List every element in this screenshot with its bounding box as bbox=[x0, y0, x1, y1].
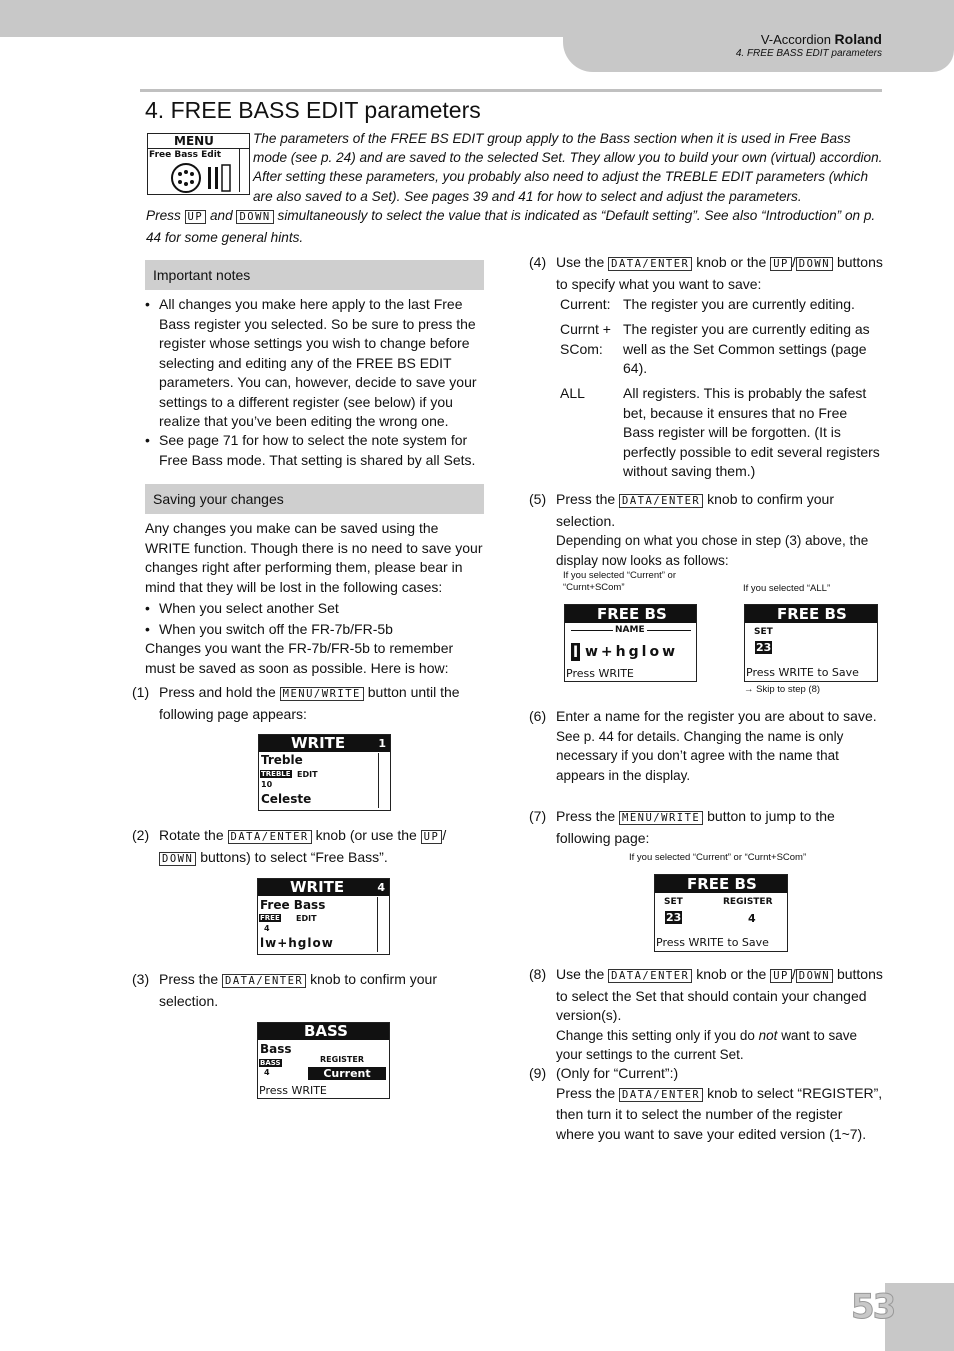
step-4: (4) Use the DATA/ENTER knob or the UP / DOWN buttons to specify what you want to save: bbox=[529, 254, 883, 292]
saving-bullet-1: • When you select another Set bbox=[145, 599, 487, 619]
name-lcd: FREE BS NAME l w+hglow Press WRITE bbox=[564, 604, 697, 682]
caption-current: If you selected “Current” or “Curnt+SCom” bbox=[563, 570, 676, 593]
down-key: DOWN bbox=[236, 210, 273, 224]
header-brand: V-Accordion Roland bbox=[760, 31, 882, 47]
saving-heading: Saving your changes bbox=[145, 484, 484, 514]
intro-paragraph: The parameters of the FREE BS EDIT group apply to the Bass section when it is used in Free Bass mode (see p. 24) and are saved to the selected Set. They allow you to build your own (virtual) accordion. After setting these parameters, you probably also need to adjust the TREBLE EDIT parameters (which are also saved to a Set). See pages 39 and 41 for how to select and adjust the parameters. bbox=[253, 131, 883, 204]
caption-current-2: If you selected “Current” or “Curnt+SCom” bbox=[629, 852, 807, 863]
step-3: (3) Press the DATA/ENTER knob to confirm your selection. bbox=[132, 971, 437, 1009]
step-8: (8) Use the DATA/ENTER knob or the UP / DOWN buttons to select the Set that should contain your changed version(s). Change this setting only if you do not want to save your settings to the current Set. bbox=[529, 966, 883, 1062]
important-heading: Important notes bbox=[145, 260, 484, 290]
header-tab bbox=[563, 0, 954, 72]
up-key: UP bbox=[185, 210, 207, 224]
step-6: (6) Enter a name for the register you are about to save. See p. 44 for details. Changing the name is only necessary if you don’t agree with the name that appears in the display. bbox=[529, 708, 877, 783]
header-section: 4. FREE BASS EDIT parameters bbox=[735, 48, 882, 59]
menu-lcd: MENU Free Bass Edit bbox=[147, 133, 250, 195]
step-9: (9) (Only for “Current”:) Press the DATA/ENTER knob to select “REGISTER”, then turn it to select the number of the register where you want to save your edited version (1~7). bbox=[529, 1065, 883, 1142]
important-bullet-1: • All changes you make here apply to the last Free Bass register you selected. So be sure to press the register whose settings you wish to change before selecting and editing any of the FREE BS EDIT parameters. You can, however, decide to save your settings to a different register (see below) if you realize that you’ve been editing the wrong one. bbox=[145, 295, 487, 432]
saving-paragraph: Any changes you make can be saved using the WRITE function. Though there is no need to save your changes right after performing them, please bear in mind that they will be lost in the following cases: bbox=[145, 520, 483, 595]
write-lcd-treble: WRITE 1 Treble TREBLE EDIT 10 Celeste bbox=[258, 734, 391, 811]
accordion-icon bbox=[162, 161, 242, 193]
important-bullet-2: • See page 71 for how to select the note system for Free Bass mode. That setting is shared by all Sets. bbox=[145, 431, 487, 470]
step-7: (7) Press the MENU/WRITE button to jump to the following page: bbox=[529, 808, 835, 846]
option-desc-current: The register you are currently editing. bbox=[623, 296, 855, 312]
option-desc-scom: The register you are currently editing as well as the Set Common settings (page 64). bbox=[623, 321, 870, 376]
step-5: (5) Press the DATA/ENTER knob to confirm your selection. Depending on what you chose in step (3) above, the display now looks as follows: bbox=[529, 491, 869, 568]
set-register-lcd: FREE BS SET REGISTER 23 4 Press WRITE to Save bbox=[654, 874, 788, 952]
caption-all: If you selected “ALL” bbox=[743, 583, 831, 594]
page-number-box bbox=[851, 1283, 954, 1351]
step-2: (2) Rotate the DATA/ENTER knob (or use the UP / DOWN buttons) to select “Free Bass”. bbox=[132, 827, 447, 865]
scrollbar bbox=[377, 897, 388, 952]
saving-paragraph-2: Changes you want the FR-7b/FR-5b to remember must be saved as soon as possible. Here is how: bbox=[145, 640, 454, 676]
scrollbar bbox=[239, 149, 248, 192]
page-title: 4. FREE BASS EDIT parameters bbox=[145, 97, 481, 123]
option-term-all: ALL bbox=[560, 385, 585, 401]
option-term-current: Current: bbox=[560, 296, 611, 312]
option-term-scom: Currnt + SCom: bbox=[560, 321, 611, 357]
scrollbar bbox=[378, 753, 389, 808]
saving-bullet-2: • When you switch off the FR-7b/FR-5b bbox=[145, 620, 487, 640]
bass-lcd: BASS Bass BASS 4 REGISTER Current Press WRITE bbox=[257, 1022, 390, 1099]
intro-hint: Press UP and DOWN simultaneously to select the value that is indicated as “Default setting”. See also “Introduction” on p. 44 for some general hints. bbox=[146, 208, 876, 245]
write-lcd-freebass: WRITE 4 Free Bass FREE EDIT 4 lw+hglow bbox=[257, 878, 390, 955]
step-1: (1) Press and hold the MENU/WRITE button until the following page appears: bbox=[132, 684, 460, 722]
title-rule bbox=[140, 89, 882, 92]
page-number: 53 bbox=[851, 1287, 895, 1327]
set-lcd: FREE BS SET 23 Press WRITE to Save bbox=[744, 604, 878, 682]
option-desc-all: All registers. This is probably the safest bet, because it ensures that no Free Bass register will be forgotten. (It is perfectly possible to edit several registers without saving them.) bbox=[623, 385, 880, 479]
caption-skip: → Skip to step (8) bbox=[744, 684, 821, 695]
